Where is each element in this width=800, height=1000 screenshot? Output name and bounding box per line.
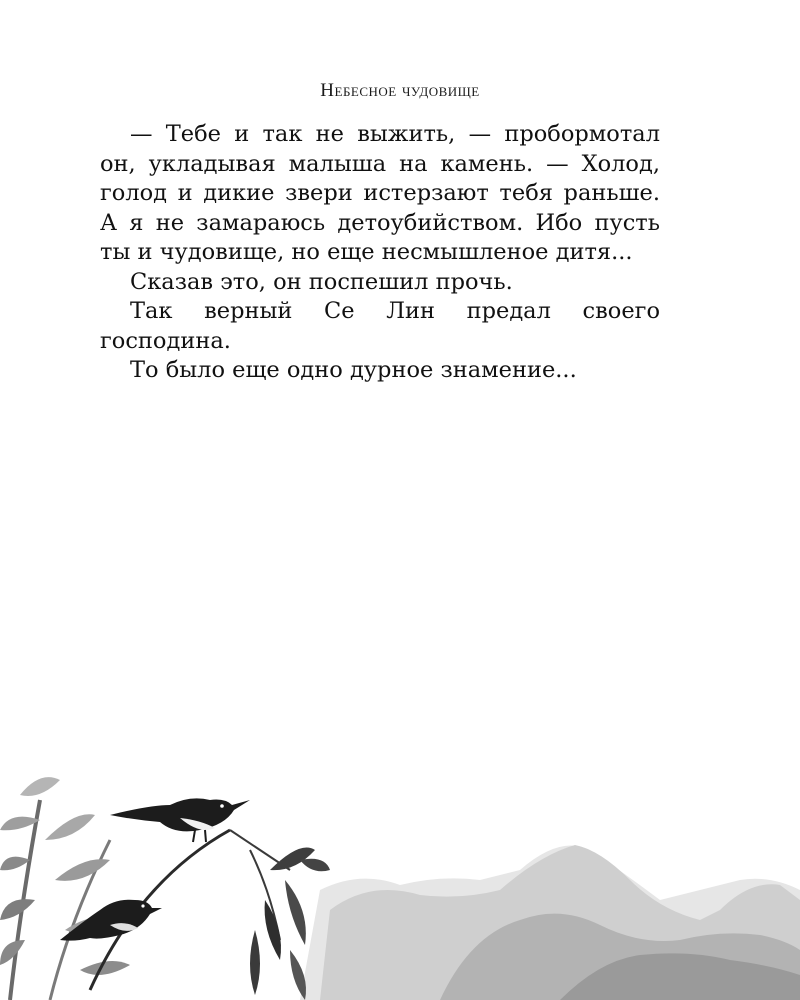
- mountains-illustration: [300, 845, 800, 1000]
- paragraph-4: То было еще одно дурное знамение...: [130, 357, 577, 383]
- running-header: Небесное чудовище: [320, 80, 480, 101]
- ink-illustration: [0, 760, 800, 1000]
- book-text: [100, 120, 660, 386]
- paragraph-1: — Тебе и так не выжить, — пробормотал он, укладывая малыша на камень. — Холод, голод и дикие звери истерзают тебя раньше. А я не замараюсь детоубийством. Ибо пусть ты и чудовище, но еще несмышленое дитя...: [100, 121, 660, 265]
- bird-illustration: [110, 798, 250, 842]
- paragraph-2: Сказав это, он поспешил прочь.: [130, 268, 513, 295]
- paragraph-3: Так верный Се Лин предал своего господина.: [100, 298, 660, 354]
